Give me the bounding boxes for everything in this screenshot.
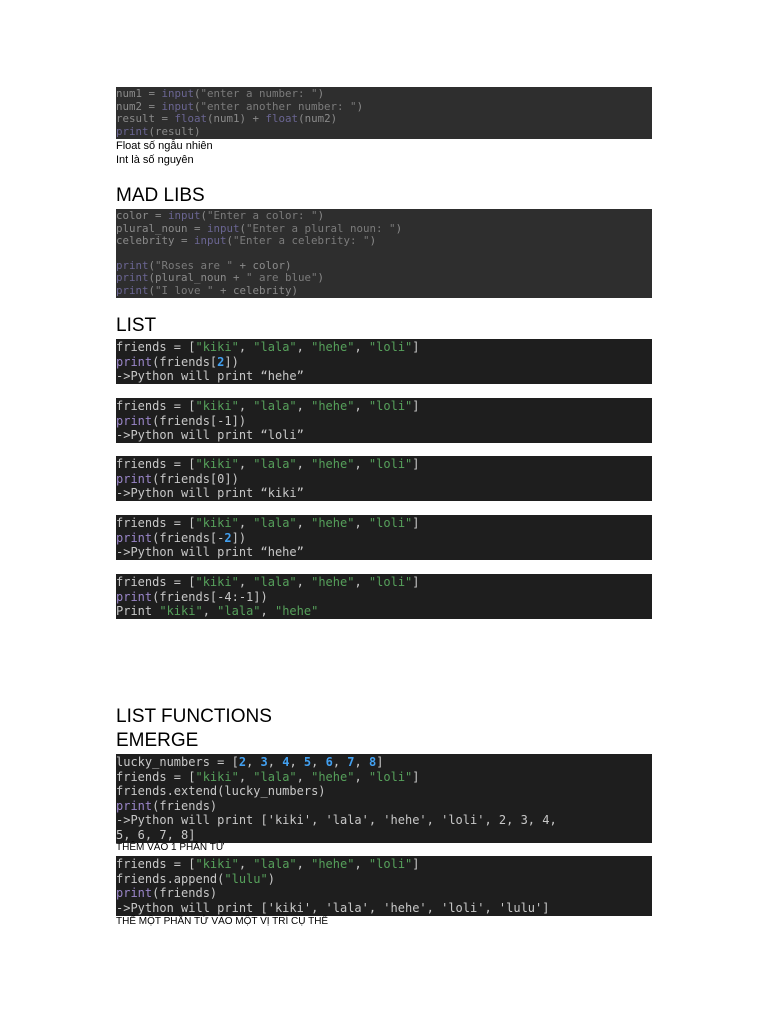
code-line: friends = ["kiki", "lala", "hehe", "loli"] bbox=[116, 575, 420, 589]
code-line: 5, 6, 7, 8] bbox=[116, 827, 196, 842]
code-line: plural_noun = input("Enter a plural noun: ") bbox=[116, 221, 403, 235]
code-line: friends = ["kiki", "lala", "hehe", "loli"] bbox=[116, 769, 420, 784]
code-line: ->Python will print “loli” bbox=[116, 428, 304, 443]
code-line: print(friends) bbox=[116, 886, 218, 901]
code-block-list-index-minus-1 bbox=[116, 398, 652, 443]
code-line: print(friends[0]) bbox=[116, 471, 239, 486]
code-block-list-index-minus-2 bbox=[116, 515, 652, 560]
code-line: ->Python will print ['kiki', 'lala', 'hehe', 'loli', 2, 3, 4, bbox=[116, 813, 557, 828]
code-line: num2 = input("enter another number: ") bbox=[116, 99, 364, 113]
code-line: celebrity = input("Enter a celebrity: ") bbox=[116, 234, 377, 248]
code-line: Print "kiki", "lala", "hehe" bbox=[116, 604, 319, 619]
code-line: lucky_numbers = [2, 3, 4, 5, 6, 7, 8] bbox=[116, 755, 384, 769]
code-line: print(friends[-4:-1]) bbox=[116, 589, 268, 604]
code-line: friends = ["kiki", "lala", "hehe", "loli"] bbox=[116, 399, 420, 413]
int-note: Int là số nguyên bbox=[116, 154, 194, 166]
code-line: print(friends[2]) bbox=[116, 354, 239, 369]
heading-list: LIST bbox=[116, 315, 157, 336]
code-line: print(friends[-1]) bbox=[116, 413, 247, 428]
code-line: friends = ["kiki", "lala", "hehe", "loli"] bbox=[116, 857, 420, 871]
code-line: result = float(num1) + float(num2) bbox=[116, 112, 338, 126]
append-note: THÊM VÀO 1 PHẦN TỬ bbox=[116, 842, 225, 853]
code-line: ->Python will print ['kiki', 'lala', 'hehe', 'loli', 'lulu'] bbox=[116, 900, 550, 915]
code-line: print(friends[-2]) bbox=[116, 530, 247, 545]
code-block-append bbox=[116, 856, 652, 916]
code-line: print("Roses are " + color) bbox=[116, 258, 292, 272]
code-line: friends = ["kiki", "lala", "hehe", "loli"] bbox=[116, 516, 420, 530]
code-line: print(plural_noun + " are blue") bbox=[116, 271, 325, 285]
code-line: print(result) bbox=[116, 124, 201, 138]
heading-list-functions: LIST FUNCTIONS bbox=[116, 706, 272, 727]
code-line: friends.append("lulu") bbox=[116, 871, 275, 886]
code-line: ->Python will print “kiki” bbox=[116, 486, 304, 501]
code-line: num1 = input("enter a number: ") bbox=[116, 87, 325, 100]
code-line: print(friends) bbox=[116, 798, 218, 813]
code-block-list-slice bbox=[116, 574, 652, 619]
code-line: friends = ["kiki", "lala", "hehe", "loli"] bbox=[116, 457, 420, 471]
heading-mad-libs: MAD LIBS bbox=[116, 185, 205, 206]
code-line: ->Python will print “hehe” bbox=[116, 369, 304, 384]
code-block-input-float bbox=[116, 87, 652, 139]
code-block-extend bbox=[116, 754, 652, 843]
code-line: color = input("Enter a color: ") bbox=[116, 209, 325, 222]
code-line: print("I love " + celebrity) bbox=[116, 283, 299, 297]
code-block-list-index-0 bbox=[116, 456, 652, 501]
code-line: ->Python will print “hehe” bbox=[116, 545, 304, 560]
code-line: friends.extend(lucky_numbers) bbox=[116, 784, 326, 799]
float-note: Float số ngẫu nhiên bbox=[116, 140, 213, 152]
code-block-mad-libs bbox=[116, 209, 652, 298]
heading-emerge: EMERGE bbox=[116, 730, 199, 751]
code-block-list-index-2 bbox=[116, 339, 652, 384]
code-line: friends = ["kiki", "lala", "hehe", "loli"] bbox=[116, 340, 420, 354]
insert-note: THẾ MỘT PHẦN TỬ VÀO MỘT VỊ TRÍ CỤ THỂ bbox=[116, 916, 329, 927]
